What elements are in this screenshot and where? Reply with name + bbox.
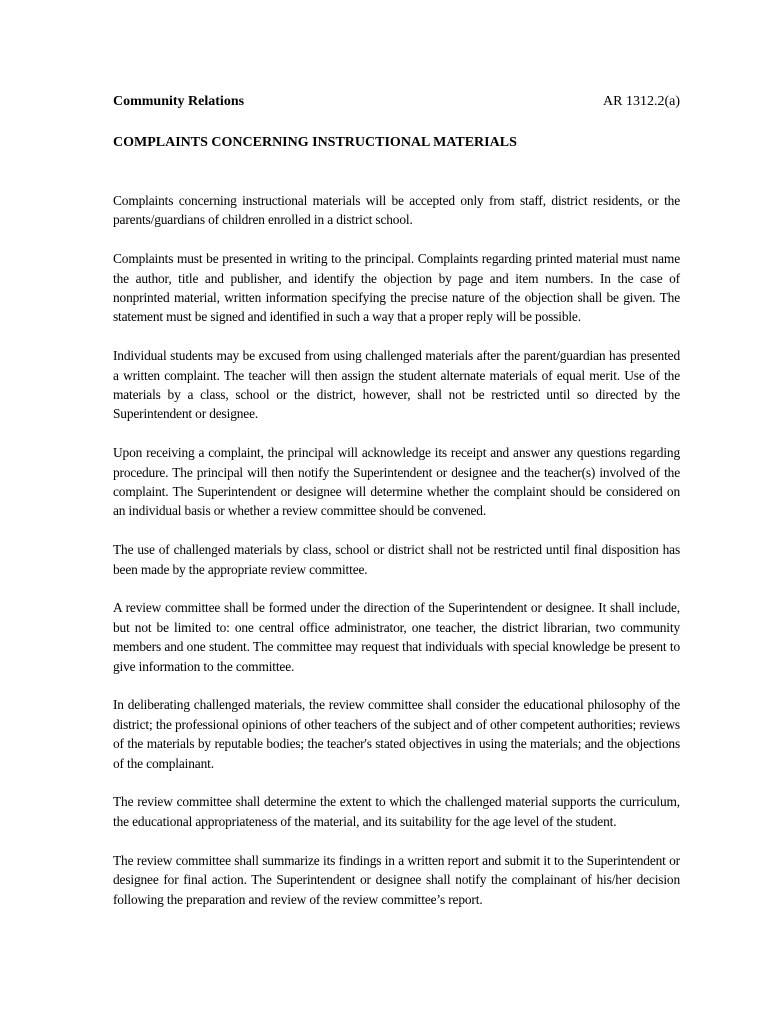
paragraph: Upon receiving a complaint, the principal will acknowledge its receipt and answer any questions regarding procedure. The principal will then notify the Superintendent or designee and the teacher(s) involved of the complaint. The Superintendent or designee will determine whether the complaint should be considered on an individual basis or whether a review committee should be convened. (113, 445, 680, 519)
paragraph: A review committee shall be formed under the direction of the Superintendent or designee. It shall include, but not be limited to: one central office administrator, one teacher, the district librarian, two community members and one student. The committee may request that individuals with special knowledge be present to give information to the committee. (113, 600, 680, 674)
paragraph: Complaints must be presented in writing to the principal. Complaints regarding printed material must name the author, title and publisher, and identify the objection by page and item numbers. In the case of nonprinted material, written information specifying the precise nature of the objection shall be given. The statement must be signed and identified in such a way that a proper reply will be possible. (113, 251, 680, 325)
paragraph: Complaints concerning instructional materials will be accepted only from staff, district residents, or the parents/guardians of children enrolled in a district school. (113, 193, 680, 228)
paragraph: Individual students may be excused from using challenged materials after the parent/guardian has presented a written complaint. The teacher will then assign the student alternate materials of equal merit. Use of the materials by a class, school or the district, however, shall not be restricted until so directed by the Superintendent or designee. (113, 348, 680, 422)
paragraph: The use of challenged materials by class, school or district shall not be restricted until final disposition has been made by the appropriate review committee. (113, 542, 680, 577)
page-header (113, 92, 680, 112)
document-title: COMPLAINTS CONCERNING INSTRUCTIONAL MATERIALS (113, 135, 517, 150)
section-name: Community Relations (113, 94, 245, 109)
regulation-code: AR 1312.2(a) (603, 94, 680, 109)
document-body (113, 191, 680, 928)
paragraph: In deliberating challenged materials, the review committee shall consider the educational philosophy of the district; the professional opinions of other teachers of the subject and of other competent authorities; reviews of the materials by reputable bodies; the teacher's stated objectives in using the materials; and the objections of the complainant. (113, 697, 680, 771)
paragraph: The review committee shall determine the extent to which the challenged material supports the curriculum, the educational appropriateness of the material, and its suitability for the age level of the student. (113, 794, 680, 829)
paragraph: The review committee shall summarize its findings in a written report and submit it to the Superintendent or designee for final action. The Superintendent or designee shall notify the complainant of his/her decision following the preparation and review of the review committee’s report. (113, 852, 680, 907)
